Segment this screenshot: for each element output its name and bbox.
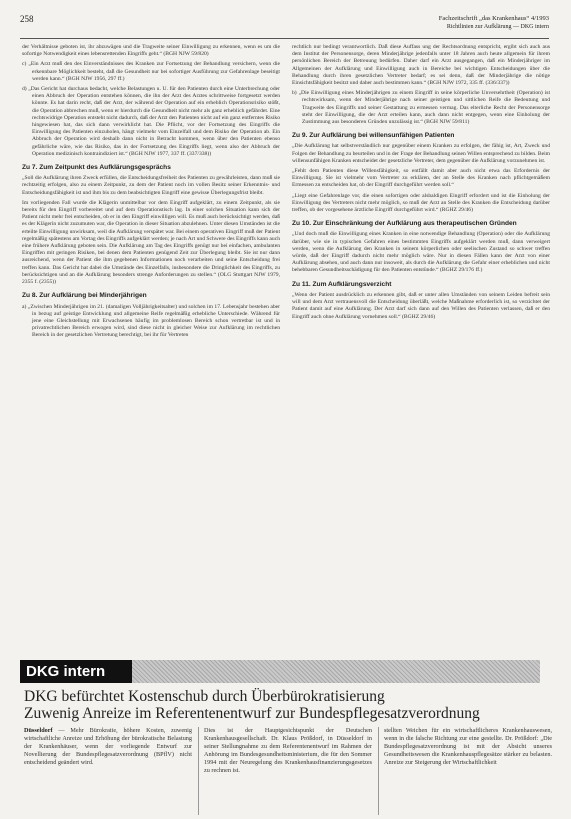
section-10-paragraph: „Und doch muß die Einwilligung eines Kranken in eine notwendige Behandlung (Operation) oder die Aufklärung darüber, wie sie in typischen Gefahren eines bestimmten Eingriffs aufgeklärt werden muß, dann verweigert werden, wenn die Aufklärung den Kranken in seinem körperlichen oder seelischen Zustand so schwer treffen würde, daß der Eingriff dadurch nicht mehr möglich wäre. Nur in diesen Fällen kann der Arzt von einer Aufklärung absehen, und auch dann nur insoweit, als durch die Aufklärung die Gefahr einer erheblichen und nicht behebbaren Gesundheitsschädigung für den Patienten entstünde.“ (BGHZ 29/176 ff.) — [292, 231, 550, 274]
article-headline: DKG befürchtet Kostenschub durch Überbürokratisierung — [24, 688, 385, 705]
heading-section-11: Zu 11. Zum Aufklärungsverzicht — [292, 280, 392, 288]
section-11-paragraph: „Wenn der Patient ausdrücklich zu erkennen gibt, daß er unter allen Umständen von seinem Leiden befreit sein will und dem Arzt vertrauensvoll die Entscheidung überläßt, welche Maßnahme erforderlich ist, so verzichtet der Patient damit auf eine Aufklärung. Der Arzt darf sich dann auf den Willen des Patienten verlassen, daß er den Eingriff auch ohne Aufklärung vornehmen soll.“ (BGHZ 29/46) — [292, 291, 550, 320]
heading-section-8: Zu 8. Zur Aufklärung bei Minderjährigen — [22, 292, 147, 300]
page-header — [20, 14, 549, 38]
section-8-item-a: a) „Zwischen Minderjährigen im 21. (damaligen Volljährigkeitsalter) und solchen im 17. Lebensjahr bestehen aber in bezug auf geistige Entwicklung und allgemeine Reife regelmäßig erhebliche Unterschiede. Während für jene eine Gleichstellung mit Erwachsenen häufig im problemlosen Bereich schon vertretbar ist und in privatrechtlichen Bereich erwogen wird, sind diese nicht in gleicher Weise zur Aufklärung im rechtlichen Bereich in der gesetzlichen Vertretung berechtigt, bei ihr für Vertreten — [22, 303, 280, 339]
section-7-paragraph-1: „Soll die Aufklärung ihren Zweck erfüllen, die Entscheidungsfreiheit des Patienten zu gewährleisten, dann muß sie rechtzeitig erfolgen, also zu einem Zeitpunkt, zu dem der Patient noch im vollen Besitz seiner Erkenntnis- und Entscheidungsfähigkeit ist und ihm bis zu dem beabsichtigten Eingriff eine gewisse Überlegungsfrist bleibt. — [22, 175, 280, 196]
column-divider — [378, 727, 379, 815]
section-8-item-b: b) „Die Einwilligung eines Minderjährigen zu einem Eingriff in seine körperliche Unversehrtheit (Operation) ist rechtswirksam, wenn der Minderjährige nach seiner geistigen und sittlichen Reife die Bedeutung und Tragweite des Eingriffs und seiner Gestattung zu ermessen vermag. Das elterliche Recht der Personensorge steht der Einwilligung, die der Arzt erteilen kann, auch dann nicht entgegen, wenn eine Einholung der Zustimmung aus besonderen Gründen unzulässig ist.“ (BGH NJW 59/811) — [292, 90, 550, 126]
item-d: d) „Das Gericht hat durchaus bedacht, welche Belastungen u. U. für den Patienten durch eine Unterbrechung oder einen Abbruch der Operation entstehen können, die ihn der Arzt des Arztes schrittweise fortgesetzt werden könnte. Es hat darin recht, daß der Arzt, der während der Operation auf ein erheblich Operationsrisiko stößt, die Operation abbrechen muß, wenn er hierdurch die Gesundheit nicht mehr als ganz erheblich gefährdet. Eine rechtswidrige Operation entsteht nicht dadurch, daß der Arzt den Patienten nicht auf ein ganz entferntes Risiko hingewiesen hat, das sich dann verwirklicht hat. Die Pflicht, vor der Fortsetzung des Eingriffs die Einwilligung des Patienten einzuholen, hängt vielmehr vom Einzelfall und dem Risiko der Operation ab. Ein Abbruch der Operation wird deshalb dann nicht in Betracht kommen, wenn über den Patienten ebenso gefährliche wäre, wie das Risiko, das in der Fortsetzung des Eingriffs liegt, wenn also der Abbruch der Operation medizinisch kontraindiziert ist.“ (BGH NJW 1977, 337 ff. (337/338)) — [22, 86, 280, 157]
section-9-paragraph-2: „Fehlt dem Patienten diese Willensfähigkeit, so entfällt damit aber auch nicht etwa das Erfordernis der Einwilligung. Sie ist vielmehr vom Vertreter zu erklären, der an Stelle des Kranken nach pflichtgemäßem Ermessen zu entscheiden hat, ob der Eingriff durchgeführt werden soll.“ — [292, 168, 550, 189]
running-head — [439, 14, 549, 32]
article-body — [24, 727, 552, 815]
heading-section-7: Zu 7. Zum Zeitpunkt des Aufklärungsgesprächs — [22, 164, 171, 172]
section-7-paragraph-2: Im vorliegenden Fall wurde die Klägerin unmittelbar vor dem Eingriff aufgeklärt, zu einem Zeitpunkt, als sie bereits für den Eingriff vorbereitet und auf dem Operationstisch lag. In einer solchen Situation kann sich der Patient nicht mehr frei entscheiden, ob er in den Eingriff einwilligen will. Es muß auch berücksichtigt werden, daß es der Klägerin nicht zuzumuten war, die Operation in dieser Situation abzulehnen. Unter diesen Umständen ist die erteilte Einwilligung unwirksam, weil die Aufklärung verspätet war. Bei einem operativen Eingriff muß der Patient regelmäßig spätestens am Vortag des Eingriffs aufgeklärt werden; je nach Art und Schwere des Eingriffs kann auch eine frühere Aufklärung geboten sein. Die Aufklärung am Tag des Eingriffs genügt nur bei einfachen, ambulanten Eingriffen mit geringen Risiken, bei denen dem Patienten genügend Zeit zur Überlegung bleibt. Sie ist nur dann ausreichend, wenn der Patient die ihm gegebenen Informationen noch verarbeiten und seine Entscheidung frei treffen kann. Das Gericht hat dabei die Umstände des Einzelfalls, insbesondere die Dringlichkeit des Eingriffs, zu berücksichtigen und an die Aufklärung besonders strenge Anforderungen zu stellen.“ (OLG Stuttgart NJW 1979, 2355 f. (2355)) — [22, 199, 280, 286]
article-column-1-text: — Mehr Bürokratie, höhere Kosten, zuwenig wirtschaftliche Anreize und Erhöhung der bürokratische Belastung der Krankenhäuser, wenn der vorliegende Entwurf zur Novellierung der Bundespflegesatzverordnung (BPflV) nicht entscheidend geändert wird. — [24, 727, 192, 766]
section-9-paragraph-1: „Die Aufklärung hat selbstverständlich nur gegenüber einem Kranken zu erfolgen, der fähig ist, Art, Zweck und Folgen der Behandlung zu beurteilen und in der Frage der Behandlung seinen Willen entsprechend zu bilden. Beim willensunfähigen Kranken entscheidet der gesetzliche Vertreter, dem gegenüber die Aufklärung vorzunehmen ist. — [292, 143, 550, 164]
section-title: Richtlinien zur Aufklärung — DKG intern — [446, 24, 549, 30]
article-column-2: Dies ist der Hauptgesichtspunkt der Deutschen Krankenhausgesellschaft. Dr. Klaus Prößdorf, in Düsseldorf in seiner Stellungnahme zu dem Referentenentwurf im Rahmen der Anhörung im Bundesgesundheitsministerium, die für den Sommer 1994 mit der Neuregelung des Krankenhausfinanzierungsgesetzes zu rechnen ist. — [204, 727, 372, 774]
section-9-paragraph-3: „Liegt eine Gefahrenlage vor, die einen sofortigen oder alsbaldigen Eingriff erfordert und ist die Einholung der Einwilligung des Vertreters nicht mehr möglich, so muß der Arzt an Stelle des Kranken die Entscheidung darüber treffen, ob der vorgesehene ärztliche Eingriff durchgeführt wird.“ (RGHZ 29/46) — [292, 192, 550, 214]
right-column — [292, 44, 550, 656]
left-intro: der Verhältnisse geboten ist, ihr abzuwägen und die Tragweite seiner Einwilligung zu erkennen, wenn es um die sofortige Notwendigkeit eines lebensrettenden Eingriffs geht.“ (BGH NJW 59/820) — [22, 44, 280, 58]
banner-label: DKG intern — [20, 660, 132, 683]
journal-title: Fachzeitschrift „das Krankenhaus“ 4/1993 — [438, 15, 549, 22]
header-rule — [20, 38, 549, 39]
heading-section-10: Zu 10. Zur Einschränkung der Aufklärung aus therapeutischen Gründen — [292, 220, 517, 228]
article-column-1 — [24, 727, 192, 767]
dateline: Düsseldorf — [24, 727, 53, 734]
page-number: 258 — [20, 14, 34, 24]
right-intro: rechtlich nur bedingt verantwortlich. Daß diese Auffass ung der Rechtsordnung entspricht, ergibt sich auch aus dem Institut der Personensorge, deren Minderjährige jedenfalls unter 18 Jahren auch heute allgemein für ihrem persönlichen Bereich der Betreuung bedürfen. Daher darf ein Arzt ausgegangen, daß ein Minderjähriger im Allgemeinen der Aufklärung und Einwilligung auch in Bereiche bei wichtigen Entscheidungen über die Behandlung durch ihren gesetzlichen Vertreter bedarf; es sei denn, daß der Minderjährige die nötige Einsichtsfähigkeit besitzt und daher auch bestimmen kann.“ (BGH NJW 1972, 335 ff. (336/337)) — [292, 44, 550, 87]
heading-section-9: Zu 9. Zur Aufklärung bei willensunfähigen Patienten — [292, 132, 455, 140]
dkg-intern-banner — [20, 660, 540, 683]
left-column — [22, 44, 280, 656]
item-c: c) „Ein Arzt muß den des Einverständnisses des Kranken zur Fortsetzung der Behandlung versichern, wenn die erkennbare Möglichkeit besteht, daß die Gesundheit nur bei sofortiger Ausführung zur Gefahrenlage beseitigt werden kann.“ (BGH NJW 1956, 297 ff.) — [22, 61, 280, 82]
article-subhead: Zuwenig Anreize im Referentenentwurf zur Bundespflegesatzverordnung — [24, 705, 480, 722]
article-column-3: stellten Weichen für ein wirtschaftlicheres Krankenhauswesen, wenn in die falsche Richtung zur eine gestellte. Dr. Prößdorf: „Die Bundespflegesatzverordnung ist mit der Absicht unseres Gesundheitswesen die Krankenhauspflegesätze stärker zu belasten. Anreize zur Steigerung der Wirtschaftlichkeit — [384, 727, 552, 766]
column-divider — [198, 727, 199, 815]
